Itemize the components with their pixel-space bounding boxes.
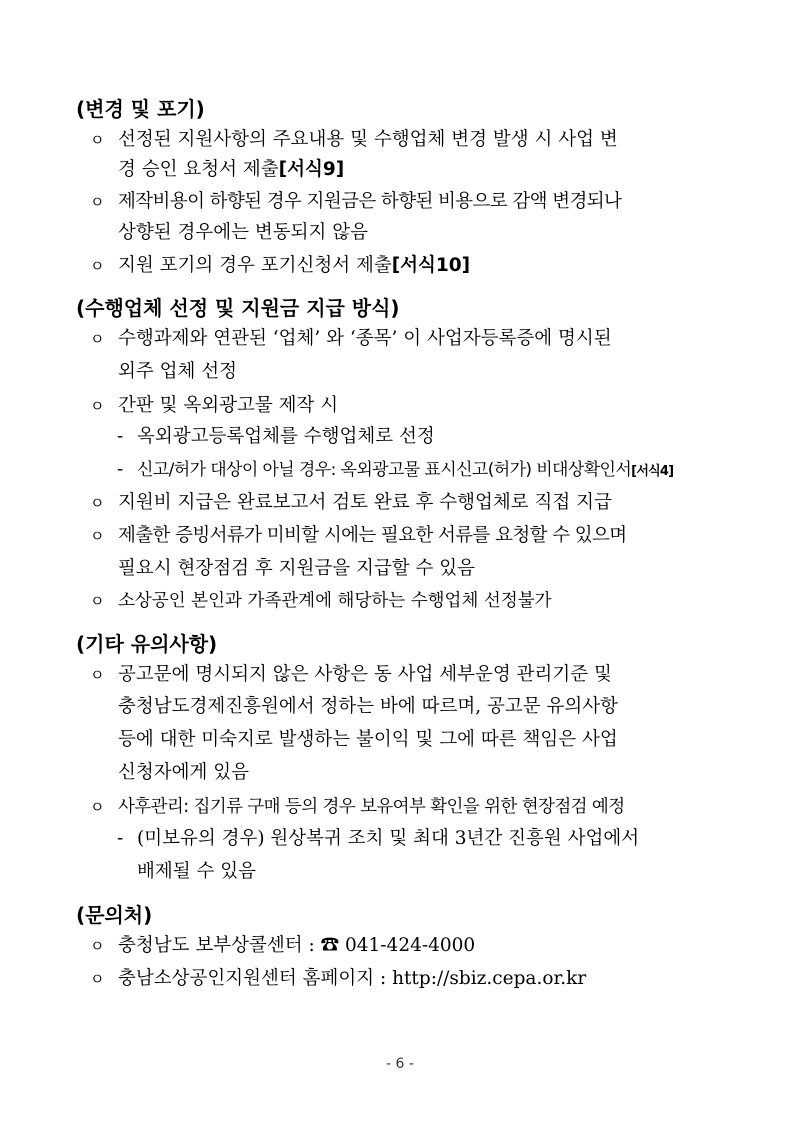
form-reference: [서식10] [391,255,471,276]
item-text: 상향된 경우에는 변동되지 않음 [118,222,368,243]
bullet-icon: ㅇ [90,666,105,684]
sub-list-item [117,457,673,485]
item-text: 사후관리: 집기류 구매 등의 경우 보유여부 확인을 위한 현장점검 예정 [118,797,625,817]
sub-list-item [117,826,639,852]
phone-icon: ☎ [320,935,340,956]
list-item [90,966,586,992]
bullet-icon: ㅇ [90,798,105,816]
homepage-link[interactable]: http://sbiz.cepa.or.kr [392,968,587,989]
bullet-icon: ㅇ [90,193,105,211]
list-item-continuation [118,220,368,246]
bullet-icon: ㅇ [90,131,105,149]
phone-number: 041-424-4000 [339,935,476,956]
contact-label: 충청남도 보부상콜센터 : [118,935,321,956]
form-reference: [서식9] [278,159,345,180]
list-item-continuation [118,694,618,720]
bullet-icon: ㅇ [90,527,105,545]
list-item-continuation [118,760,249,786]
sub-list-item-continuation [137,859,256,885]
item-text: 신청자에게 있음 [118,762,249,783]
item-text: 소상공인 본인과 가족관계에 해당하는 수행업체 선정불가 [118,591,552,611]
bullet-icon: ㅇ [90,937,105,955]
list-item-continuation [118,359,237,385]
dash-icon: - [117,828,124,849]
item-text: 배제될 수 있음 [137,861,256,882]
bullet-icon: ㅇ [90,257,105,275]
section-heading-other: (기타 유의사항) [76,632,218,656]
item-text: 신고/허가 대상이 아닐 경우: 옥외광고물 표시신고(허가) 비대상확인서 [137,460,632,480]
section-heading-change: (변경 및 포기) [76,97,205,121]
item-text: 간판 및 옥외광고물 제작 시 [118,395,339,416]
item-text: (미보유의 경우) 원상복귀 조치 및 최대 3년간 진흥원 사업에서 [137,828,640,849]
list-item [90,794,625,820]
item-text: 제작비용이 하향된 경우 지원금은 하향된 비용으로 감액 변경되나 [118,191,622,212]
page-number: - 6 - [386,1056,414,1072]
list-item-continuation [118,727,618,753]
item-text: 옥외광고등록업체를 수행업체로 선정 [137,426,435,447]
list-item [90,588,552,614]
item-text: 지원비 지급은 완료보고서 검토 완료 후 수행업체로 직접 지급 [118,492,612,513]
list-item [90,253,470,279]
item-text: 필요시 현장점검 후 지원금을 지급할 수 있음 [118,558,475,579]
item-text: 공고문에 명시되지 않은 사항은 동 사업 세부운영 관리기준 및 [118,664,612,685]
bullet-icon: ㅇ [90,592,105,610]
bullet-icon: ㅇ [90,970,105,988]
list-item [90,490,612,516]
item-text: 충청남도경제진흥원에서 정하는 바에 따르며, 공고문 유의사항 [118,696,618,717]
contact-label: 충남소상공인지원센터 홈페이지 : [118,968,393,989]
list-item [90,127,618,153]
list-item [90,326,612,352]
list-item [90,933,475,959]
list-item [90,189,621,215]
form-reference: [서식4] [631,464,674,479]
bullet-icon: ㅇ [90,397,105,415]
item-text: 지원 포기의 경우 포기신청서 제출 [118,255,392,276]
item-text: 제출한 증빙서류가 미비할 시에는 필요한 서류를 요청할 수 있으며 [118,525,627,546]
list-item-continuation [118,556,475,582]
bullet-icon: ㅇ [90,494,105,512]
bullet-icon: ㅇ [90,330,105,348]
dash-icon: - [117,426,124,447]
dash-icon: - [117,459,124,480]
item-text: 외주 업체 선정 [118,361,237,382]
item-text: 선정된 지원사항의 주요내용 및 수행업체 변경 발생 시 사업 변 [118,129,618,150]
list-item [90,393,338,419]
list-item [90,523,627,549]
item-text: 경 승인 요청서 제출 [118,159,279,180]
sub-list-item [117,424,435,450]
list-item [90,662,612,688]
section-heading-contact: (문의처) [76,903,153,927]
item-text: 수행과제와 연관된 ‘업체’ 와 ‘종목’ 이 사업자등록증에 명시된 [118,328,612,349]
list-item-continuation [118,157,344,183]
item-text: 등에 대한 미숙지로 발생하는 불이익 및 그에 따른 책임은 사업 [118,729,618,750]
section-heading-vendor: (수행업체 선정 및 지원금 지급 방식) [76,296,400,320]
